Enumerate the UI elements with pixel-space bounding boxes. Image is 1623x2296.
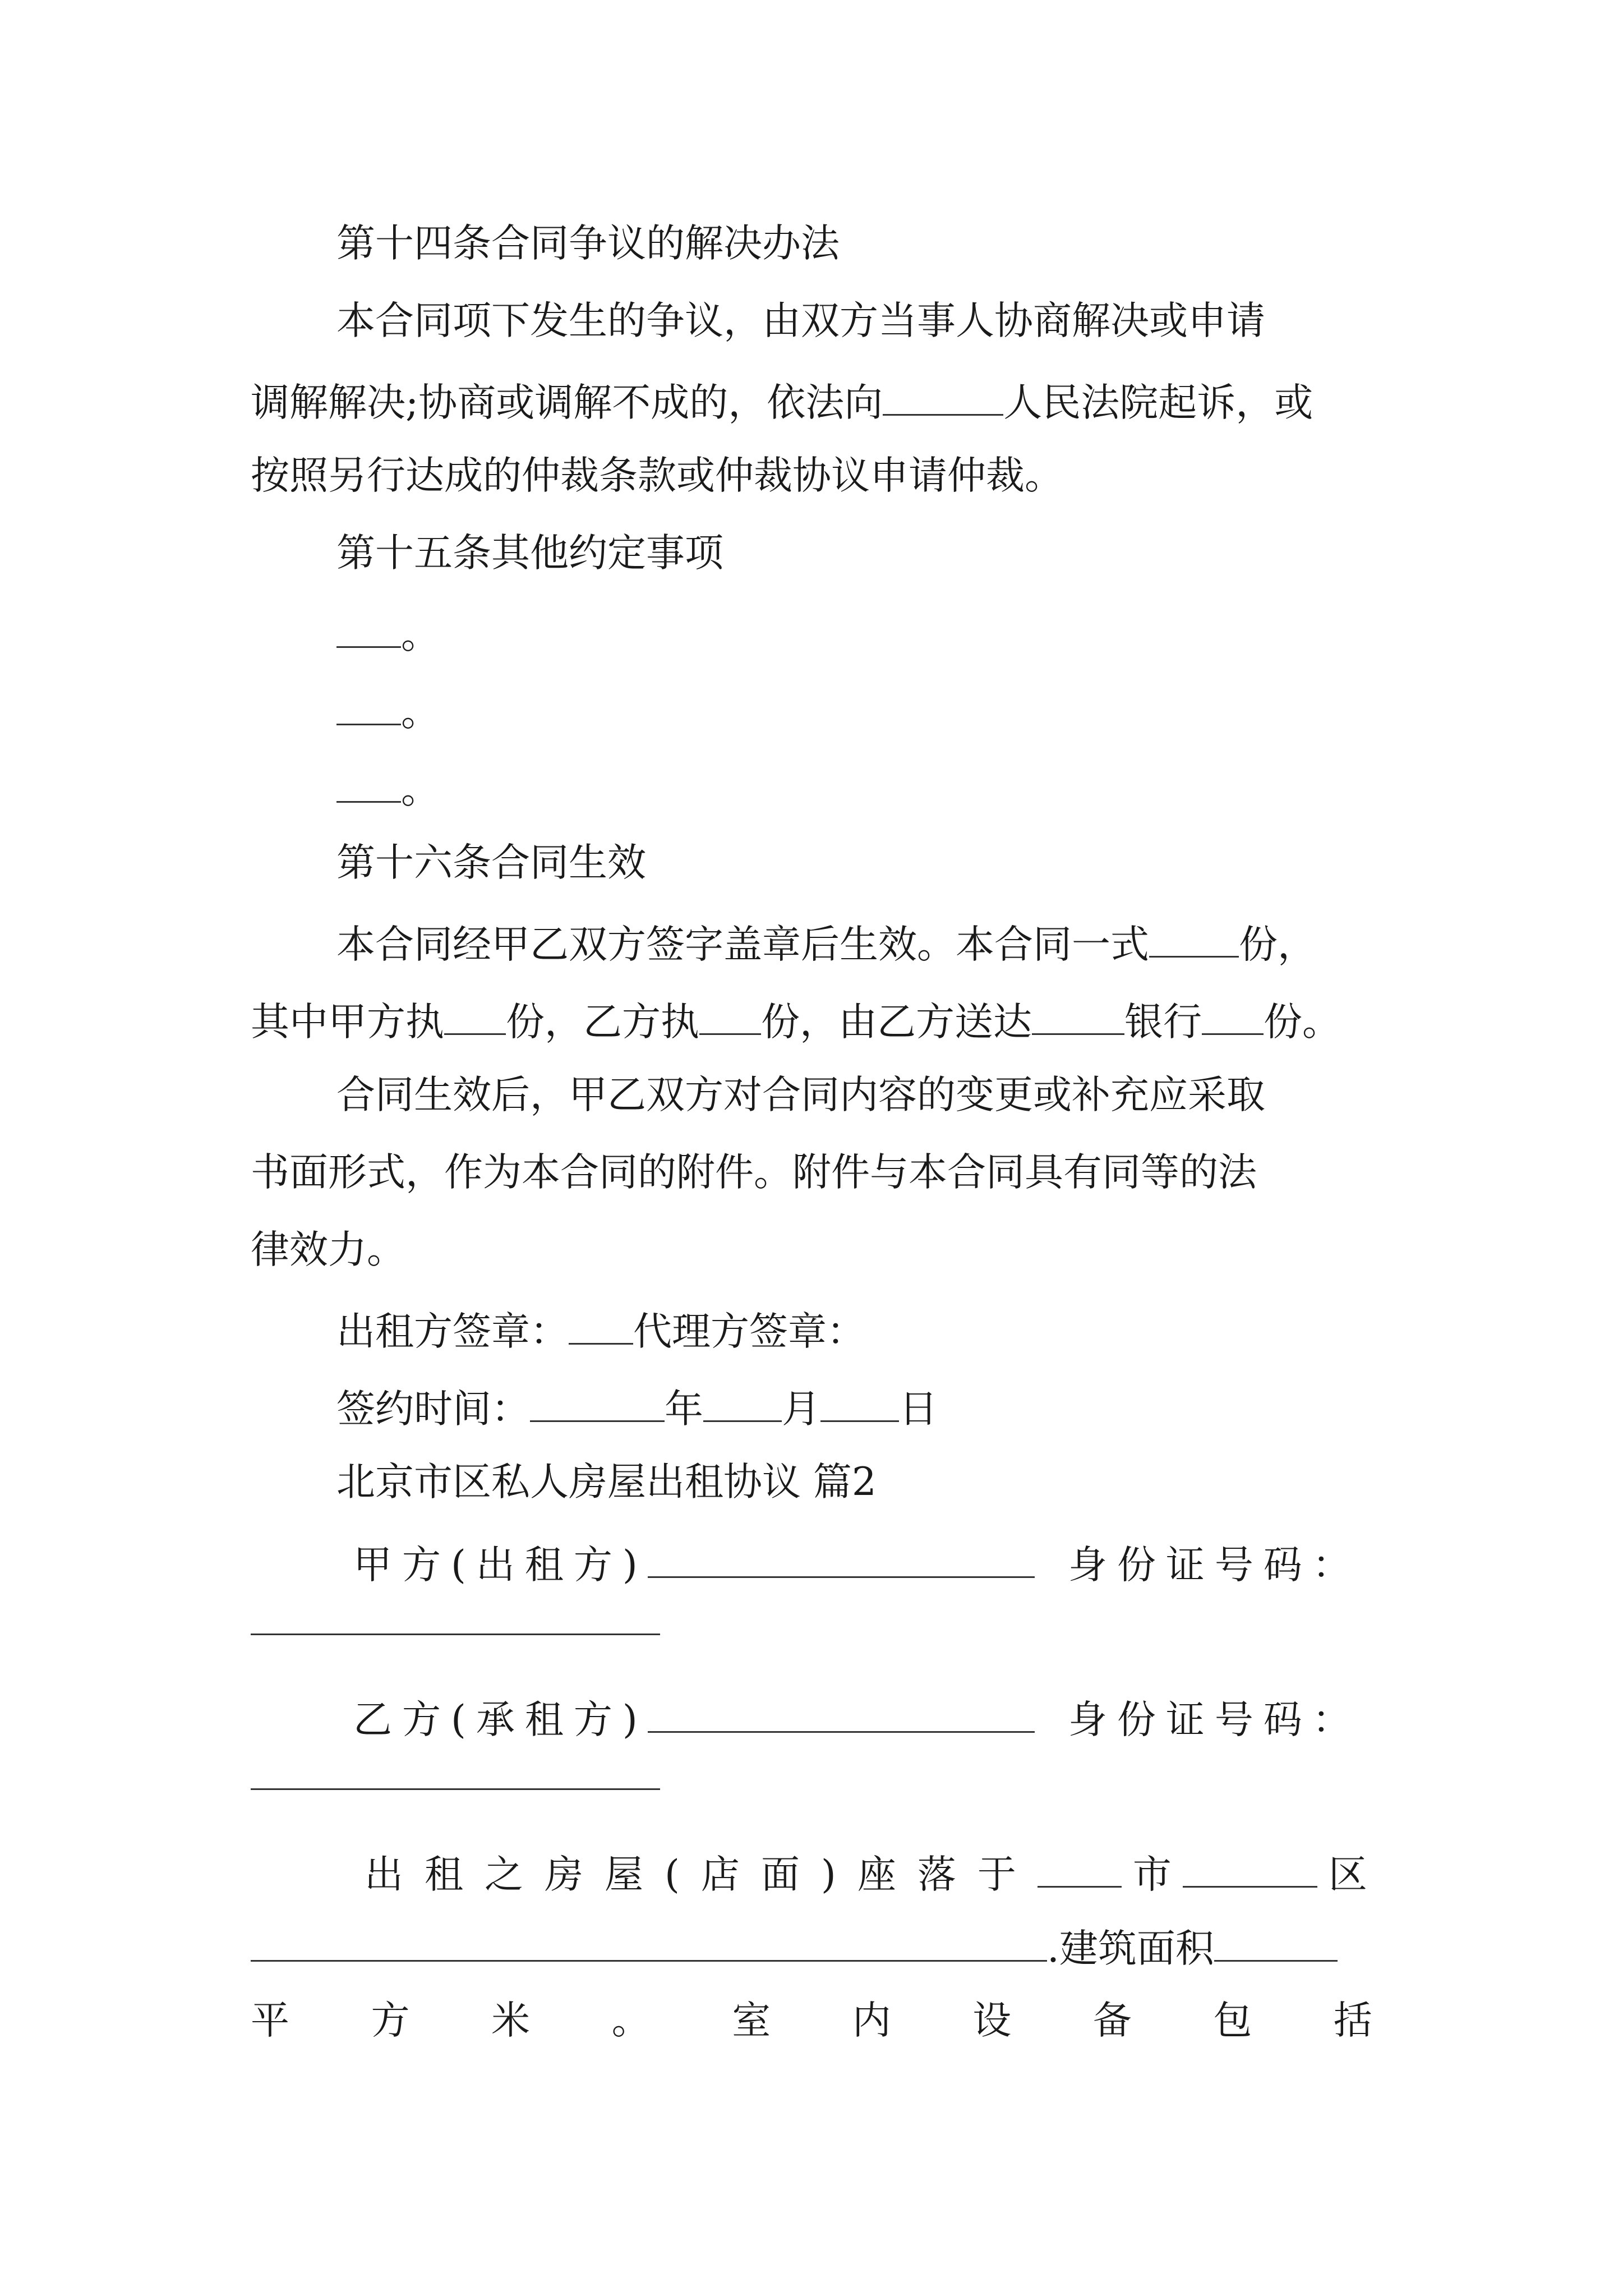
article-14-heading: 第十四条合同争议的解决办法 (336, 221, 840, 266)
party-a-line: 甲方(出租方) 身份证号码： (353, 1543, 1361, 1588)
party-b-line: 乙方(承租方) 身份证号码： (353, 1697, 1361, 1742)
article-16-text-line-1: 本合同经甲乙双方签字盖章后生效。本合同一式 份， (336, 922, 1316, 967)
article-15-item-2: 。 (336, 689, 440, 732)
article-14-text-line-3: 按照另行达成的仲裁条款或仲裁协议申请仲裁。 (251, 453, 1063, 498)
signature-line: 出租方签章： 代理方签章： (336, 1309, 865, 1354)
article-16-text-line-3: 合同生效后，甲乙双方对合同内容的变更或补充应采取 (336, 1073, 1265, 1117)
article-14-text-line-2: 调解解决;协商或调解不成的，依法向 人民法院起诉，或 (251, 380, 1313, 425)
article-16-heading: 第十六条合同生效 (336, 840, 646, 885)
article-15-heading: 第十五条其他约定事项 (336, 531, 723, 576)
party-b-id-blank (251, 1788, 660, 1790)
area-line: .建筑面积 (251, 1925, 1372, 1968)
party-a-blank (648, 1542, 1035, 1578)
address-blank (251, 1925, 1047, 1962)
party-b-blank (648, 1696, 1035, 1733)
part-2-title: 北京市区私人房屋出租协议 篇2 (336, 1460, 877, 1504)
article-15-item-1: 。 (336, 611, 440, 655)
location-line: 出租之房屋(店面)座落于 市 区 (365, 1852, 1367, 1897)
party-a-id-blank (251, 1634, 660, 1635)
article-14-text-line-1: 本合同项下发生的争议，由双方当事人协商解决或申请 (336, 298, 1265, 343)
court-blank (883, 379, 1003, 416)
article-16-text-line-2: 其中甲方执 份，乙方执 份，由乙方送达 银行 份。 (251, 1000, 1341, 1045)
article-16-text-line-5: 律效力。 (251, 1227, 405, 1272)
copies-blank (1149, 921, 1239, 958)
article-15-item-3: 。 (336, 766, 440, 809)
article-16-text-line-4: 书面形式，作为本合同的附件。附件与本合同具有同等的法 (251, 1150, 1257, 1195)
signing-date-line: 签约时间： 年 月 日 (336, 1387, 938, 1432)
area-blank (1214, 1925, 1338, 1962)
equipment-line: 平 方 米 。 室 内 设 备 包 括 (251, 1998, 1372, 2043)
